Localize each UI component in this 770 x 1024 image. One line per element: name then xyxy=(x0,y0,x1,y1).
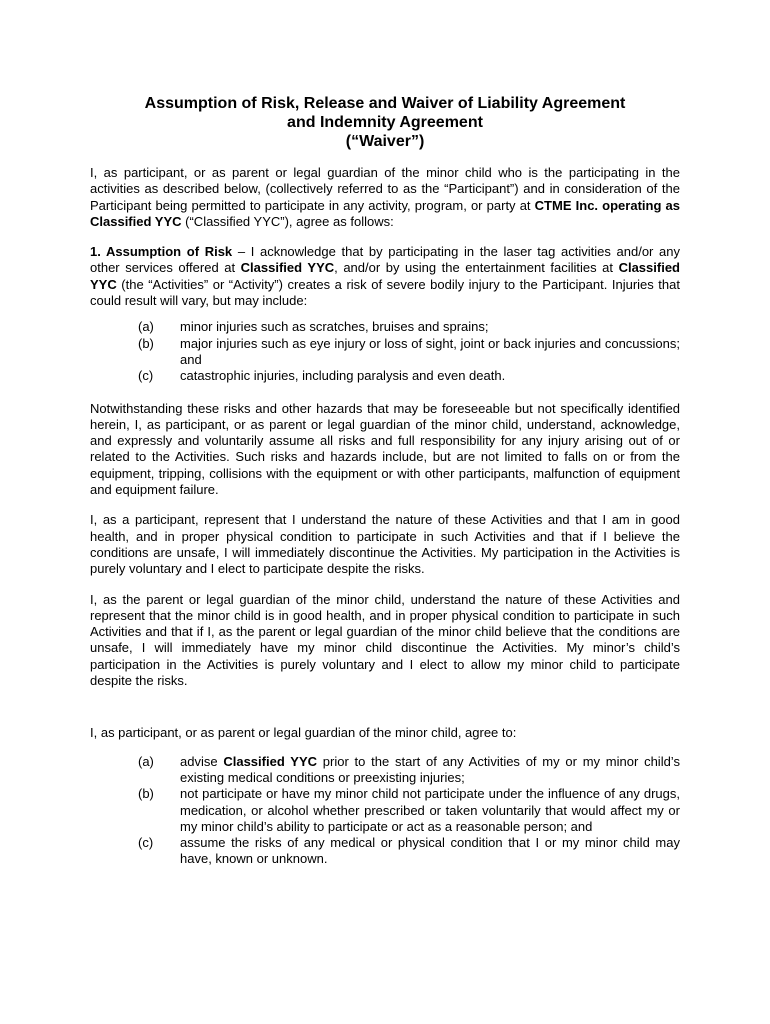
item-label: (b) xyxy=(138,786,154,802)
item-text: not participate or have my minor child not participate under the influence of any drugs, medication, or alcohol whether prescribed or taken voluntarily that would affect my or my minor child’s ability to participate or act as a reasonable person; and xyxy=(180,786,680,834)
section-1-text-3: (the “Activities” or “Activity”) creates a risk of severe bodily injury to the Participant. Injuries that could result will vary, but may include: xyxy=(90,276,680,309)
item-text: minor injuries such as scratches, bruises and sprains; xyxy=(180,319,489,335)
intro-paragraph xyxy=(90,165,680,230)
list-item xyxy=(90,786,680,835)
list-item xyxy=(90,319,680,335)
agree-list xyxy=(90,754,680,868)
section-1-text-1: – I acknowledge that by participating in the laser tag activities and/or any other services offered at xyxy=(90,244,680,276)
title-line-2: and Indemnity Agreement xyxy=(287,114,483,131)
notwithstanding-paragraph: Notwithstanding these risks and other hazards that may be foreseeable but not specifically identified herein, I, as participant, or as parent or legal guardian of the minor child, understand, acknowledge, and expressly and voluntarily assume all risks and full responsibility for any injury arising out of or related to the Activities. Such risks and hazards include, but are not limited to falls on or from the equipment, tripping, collisions with the equipment or with other participants, malfunction of equipment and equipment failure. xyxy=(90,400,680,498)
list-item xyxy=(90,835,680,868)
title-line-3: (“Waiver”) xyxy=(345,133,425,150)
document-title xyxy=(90,94,680,151)
item-label: (c) xyxy=(138,368,154,384)
waiver-document xyxy=(90,94,680,882)
item-text xyxy=(180,754,680,787)
item-text: assume the risks of any medical or physical condition that I or my minor child may have, known or unknown. xyxy=(180,835,680,867)
list-item xyxy=(90,336,680,369)
spacer xyxy=(90,703,680,725)
section-1-text-2: , and/or by using the entertainment facilities at xyxy=(334,260,619,276)
injury-list xyxy=(90,319,680,384)
item-company-name: Classified YYC xyxy=(223,753,318,769)
agree-paragraph: I, as participant, or as parent or legal guardian of the minor child, agree to: xyxy=(90,725,517,741)
list-item xyxy=(90,368,680,384)
section-1-paragraph xyxy=(90,244,680,309)
section-1-company-2: Classified YYC xyxy=(90,260,680,292)
participant-paragraph: I, as a participant, represent that I understand the nature of these Activities and that I am in good health, and in proper physical condition to participate in such Activities and that if I believe the conditions are unsafe, I will immediately discontinue the Activities. My participation in the Activities is purely voluntary and I elect to participate despite the risks. xyxy=(90,512,680,577)
guardian-paragraph: I, as the parent or legal guardian of the minor child, understand the nature of these Activities and represent that the minor child is in good health, and in proper physical condition to participate in such Activities and that if I, as the parent or legal guardian of the minor child believe that the conditions are unsafe, I will immediately have my minor child discontinue the Activities. My minor’s child’s participation in the Activities is purely voluntary and I elect to allow my minor child to participate despite the risks. xyxy=(90,591,680,689)
list-item xyxy=(90,754,680,787)
item-text: major injuries such as eye injury or loss of sight, joint or back injuries and concussions; and xyxy=(180,335,680,367)
item-text-1: advise xyxy=(180,753,224,769)
item-label: (a) xyxy=(138,753,154,769)
item-label: (b) xyxy=(138,335,154,351)
title-line-1: Assumption of Risk, Release and Waiver of Liability Agreement xyxy=(144,95,626,112)
section-1-heading: 1. Assumption of Risk xyxy=(90,244,233,260)
item-text-2: prior to the start of any Activities of my or my minor child’s existing medical conditions or preexisting injuries; xyxy=(180,753,680,785)
item-label: (c) xyxy=(138,835,154,851)
intro-company-name: CTME Inc. operating as Classified YYC xyxy=(90,197,680,229)
item-text: catastrophic injuries, including paralysis and even death. xyxy=(180,368,506,384)
intro-text-1: I, as participant, or as parent or legal guardian of the minor child who is the participating in the activities as described below, (collectively referred to as the “Participant”) and in consideration of the Participant being permitted to participate in any activity, program, or party at xyxy=(90,165,680,213)
intro-text-2: (“Classified YYC”), agree as follows: xyxy=(181,213,394,229)
item-label: (a) xyxy=(138,319,154,335)
section-1-company-1: Classified YYC xyxy=(240,260,335,276)
